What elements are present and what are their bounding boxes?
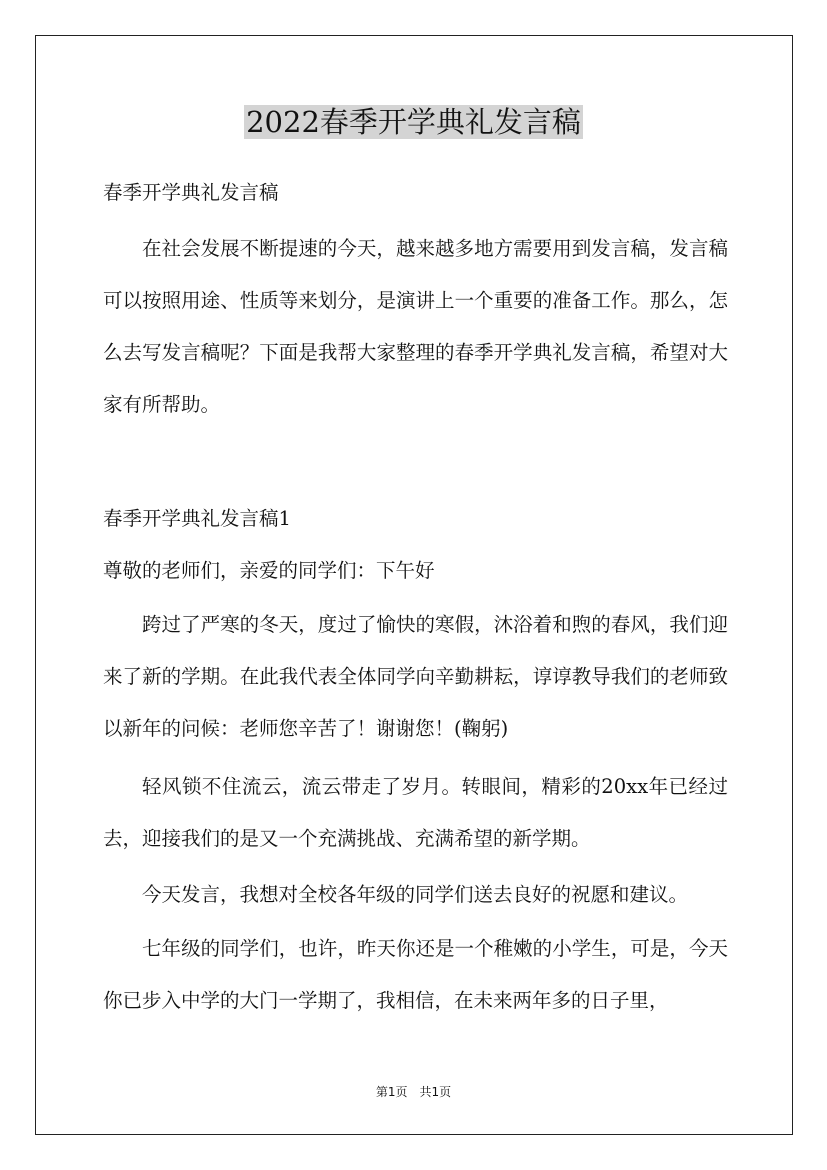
body-paragraph-2: 轻风锁不住流云，流云带走了岁月。转眼间，精彩的20xx年已经过去，迎接我们的是又一个充满挑战、充满希望的新学期。 <box>103 775 728 850</box>
page-footer <box>0 1084 827 1100</box>
page-number: 第1页 <box>375 1085 408 1099</box>
body-paragraph-4: 七年级的同学们，也许，昨天你还是一个稚嫩的小学生，可是，今天你已步入中学的大门一学期了，我相信，在未来两年多的日子里， <box>103 937 728 1012</box>
intro-paragraph: 在社会发展不断提速的今天，越来越多地方需要用到发言稿，发言稿可以按照用途、性质等来划分，是演讲上一个重要的准备工作。那么，怎么去写发言稿呢？下面是我帮大家整理的春季开学典礼发言稿，希望对大家有所帮助。 <box>103 237 728 416</box>
document-title-text: 2022春季开学典礼发言稿 <box>246 105 581 139</box>
page-total: 共1页 <box>419 1085 452 1099</box>
section-title: 春季开学典礼发言稿1 <box>103 507 291 530</box>
greeting: 尊敬的老师们，亲爱的同学们：下午好 <box>103 559 435 582</box>
body-paragraph-1: 跨过了严寒的冬天，度过了愉快的寒假，沐浴着和煦的春风，我们迎来了新的学期。在此我代表全体同学向辛勤耕耘，谆谆教导我们的老师致以新年的问候：老师您辛苦了！谢谢您！(鞠躬) <box>103 613 728 740</box>
document-heading: 春季开学典礼发言稿 <box>103 181 279 204</box>
body-paragraph-3: 今天发言，我想对全校各年级的同学们送去良好的祝愿和建议。 <box>142 883 689 906</box>
document-title <box>0 100 827 144</box>
